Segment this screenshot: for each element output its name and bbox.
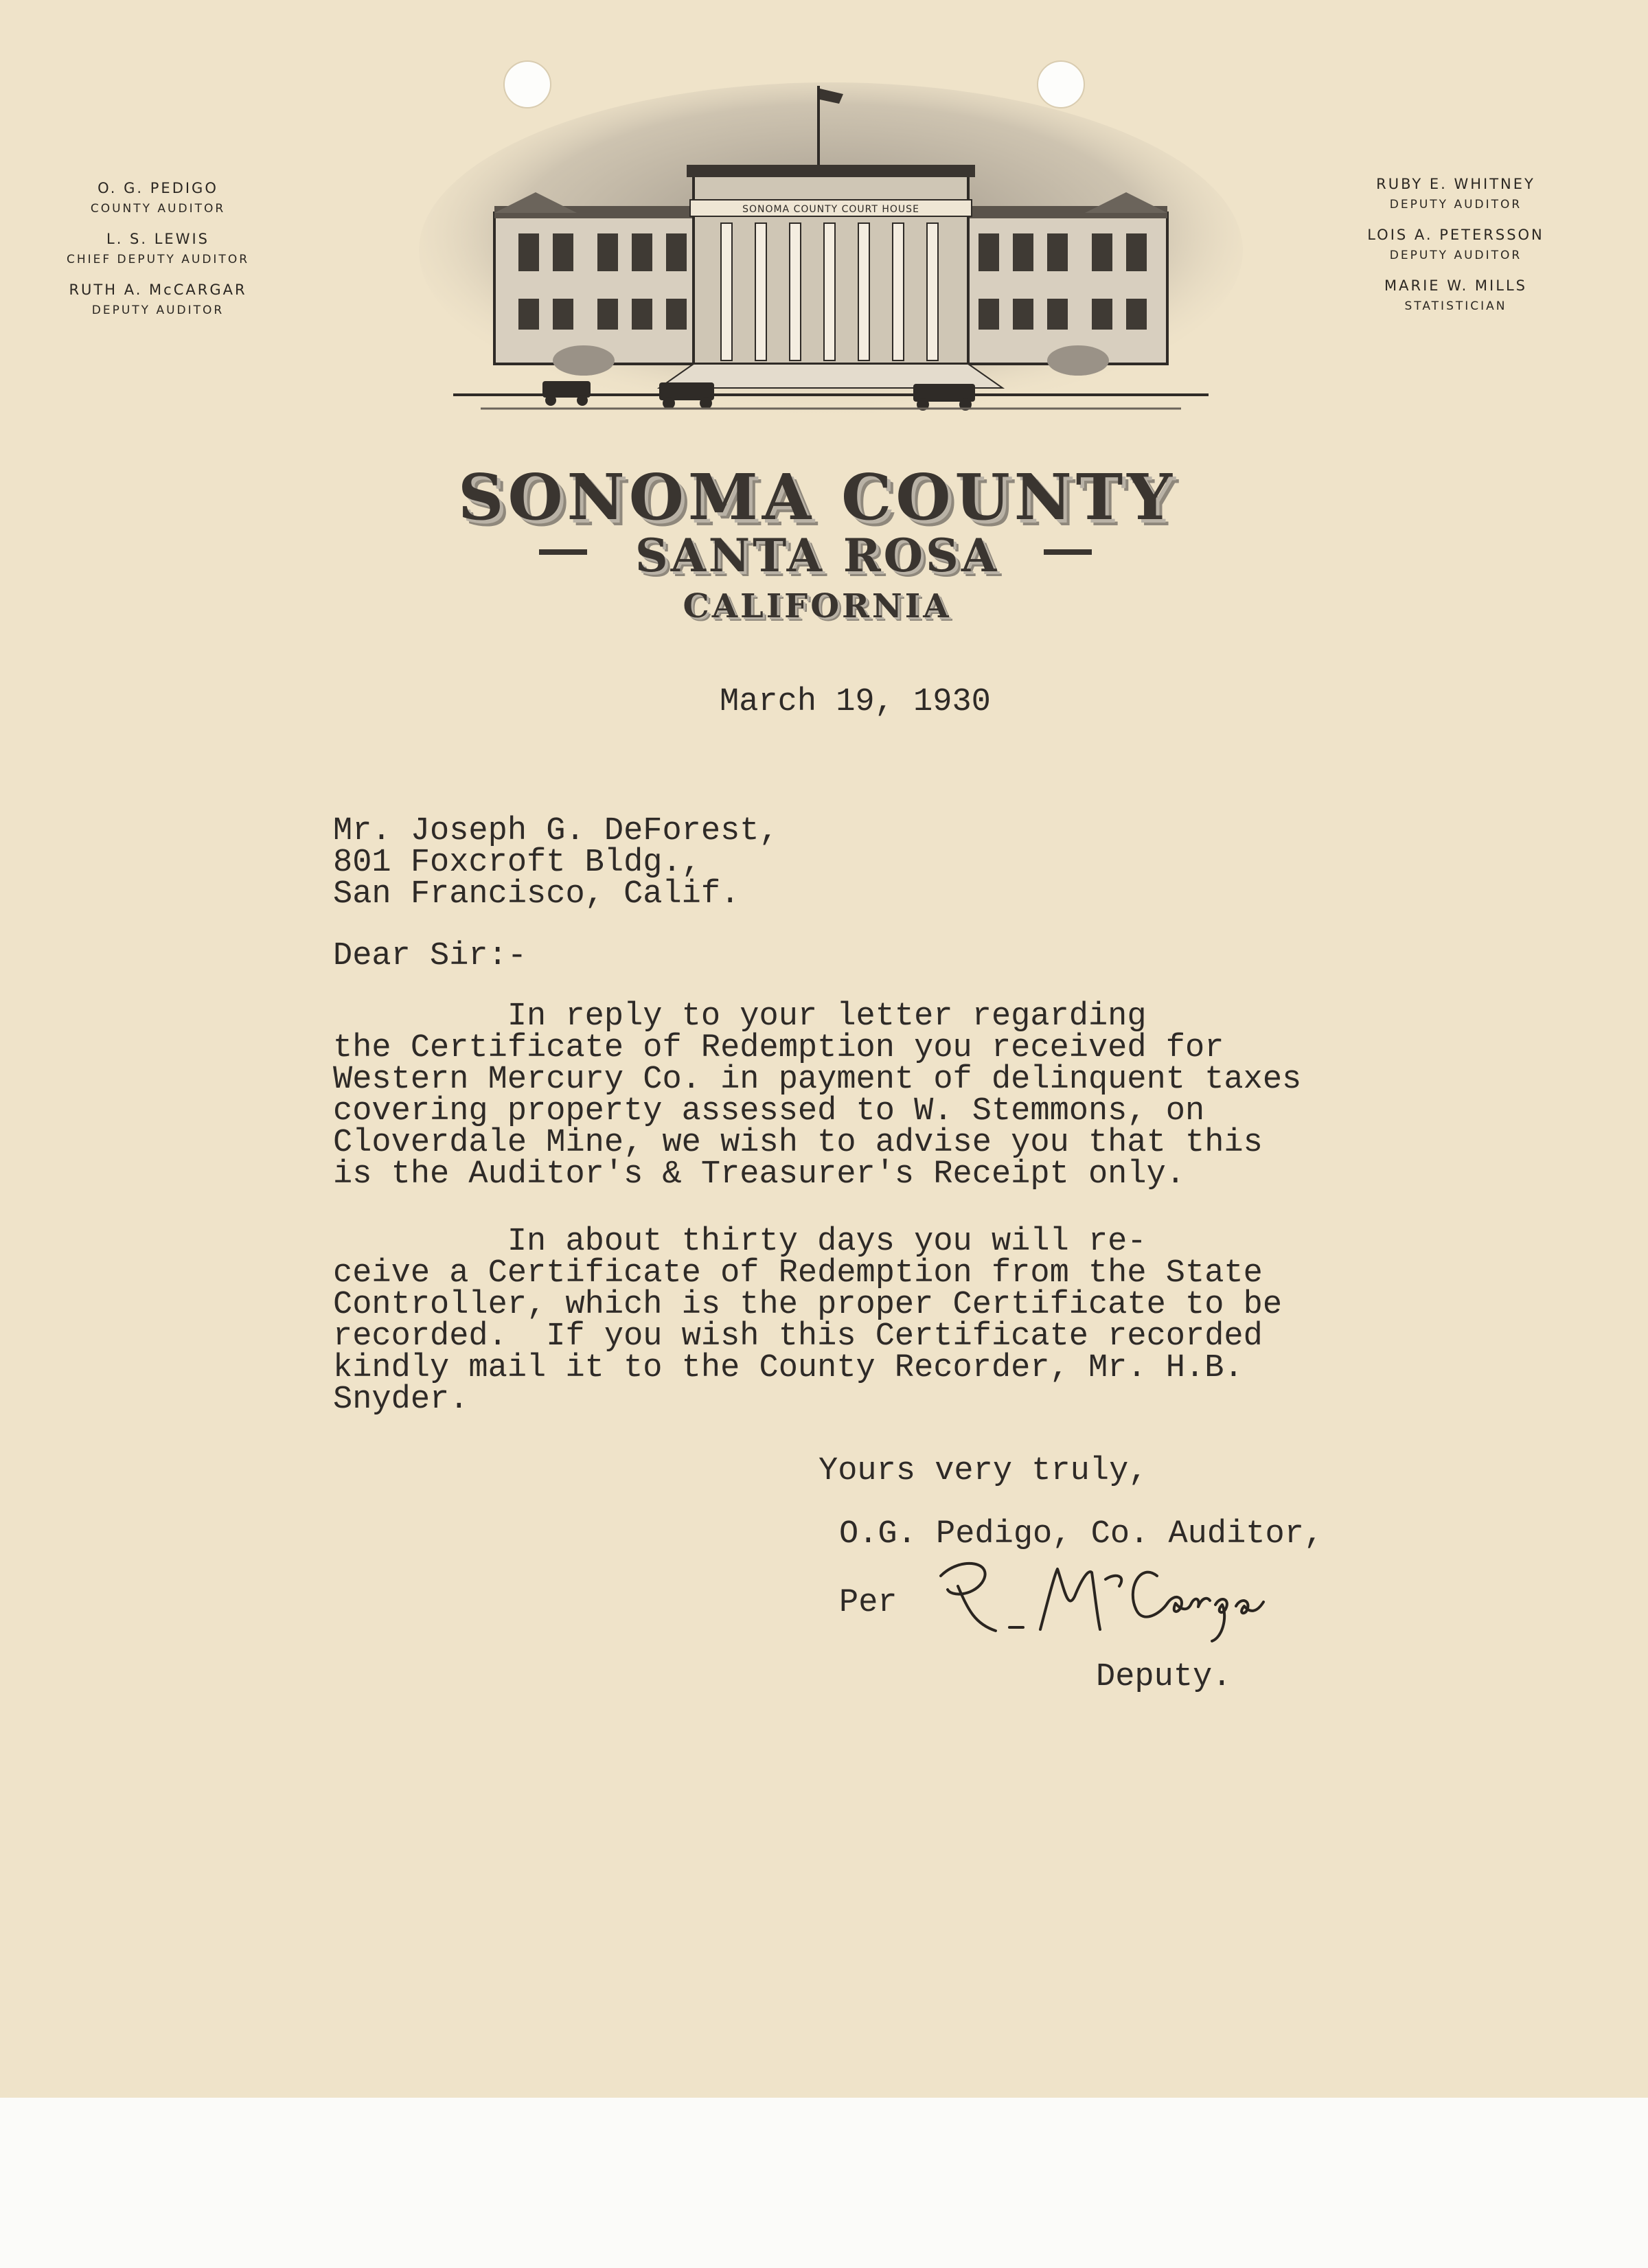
- staff-title: STATISTICIAN: [1404, 299, 1507, 313]
- courthouse-sign-text: SONOMA COUNTY COURT HOUSE: [742, 204, 919, 215]
- paragraph-2-line: ceive a Certificate of Redemption from the State: [333, 1255, 1263, 1292]
- paragraph-2-line: recorded. If you wish this Certificate recorded: [333, 1318, 1263, 1355]
- signer-line: O.G. Pedigo, Co. Auditor,: [839, 1516, 1324, 1553]
- county-wordmark: SONOMA COUNTY: [458, 460, 1176, 534]
- staff-title: DEPUTY AUDITOR: [1389, 249, 1522, 262]
- staff-name: O. G. PEDIGO: [98, 180, 218, 196]
- scan-background: [0, 2098, 1648, 2268]
- staff-title: CHIEF DEPUTY AUDITOR: [66, 253, 250, 266]
- city-wordmark: SANTA ROSA: [634, 529, 1000, 582]
- paragraph-1-line: covering property assessed to W. Stemmons, on: [333, 1093, 1205, 1130]
- paragraph-1-line: In reply to your letter regarding: [333, 998, 1147, 1035]
- staff-name: L. S. LEWIS: [106, 231, 209, 247]
- recipient-line-2: 801 Foxcroft Bldg.,: [333, 845, 701, 881]
- salutation: Dear Sir:-: [333, 938, 527, 974]
- per-label: Per: [839, 1585, 897, 1621]
- staff-name: MARIE W. MILLS: [1384, 277, 1527, 294]
- paragraph-1-line: the Certificate of Redemption you received for: [333, 1030, 1224, 1066]
- wordmark-rule-right: [1044, 549, 1092, 555]
- paragraph-2-line: Controller, which is the proper Certificate to be: [333, 1287, 1283, 1323]
- paragraph-1-line: Cloverdale Mine, we wish to advise you that this: [333, 1125, 1263, 1161]
- state-wordmark: CALIFORNIA: [683, 587, 952, 626]
- staff-name: RUTH A. McCARGAR: [69, 282, 247, 298]
- staff-name: RUBY E. WHITNEY: [1376, 176, 1535, 192]
- courthouse-engraving-icon: [398, 79, 1263, 436]
- right-staff-list: [1332, 176, 1579, 328]
- staff-title: DEPUTY AUDITOR: [1389, 198, 1522, 211]
- deputy-label: Deputy.: [1096, 1659, 1232, 1695]
- staff-name: LOIS A. PETERSSON: [1367, 227, 1544, 243]
- handwritten-signature: [920, 1548, 1277, 1651]
- staff-title: DEPUTY AUDITOR: [91, 303, 225, 317]
- recipient-line-1: Mr. Joseph G. DeForest,: [333, 813, 779, 849]
- left-staff-list: [41, 180, 275, 332]
- recipient-line-3: San Francisco, Calif.: [333, 876, 740, 913]
- paragraph-2-line: In about thirty days you will re-: [333, 1224, 1147, 1260]
- paragraph-2-line: Snyder.: [333, 1382, 469, 1418]
- paragraph-2-line: kindly mail it to the County Recorder, Mr. H.B.: [333, 1350, 1244, 1386]
- letter-date: March 19, 1930: [720, 684, 991, 720]
- closing: Yours very truly,: [819, 1453, 1148, 1489]
- paragraph-1-line: Western Mercury Co. in payment of delinquent taxes: [333, 1062, 1302, 1098]
- staff-title: COUNTY AUDITOR: [90, 202, 226, 216]
- paragraph-1-line: is the Auditor's & Treasurer's Receipt only.: [333, 1156, 1186, 1193]
